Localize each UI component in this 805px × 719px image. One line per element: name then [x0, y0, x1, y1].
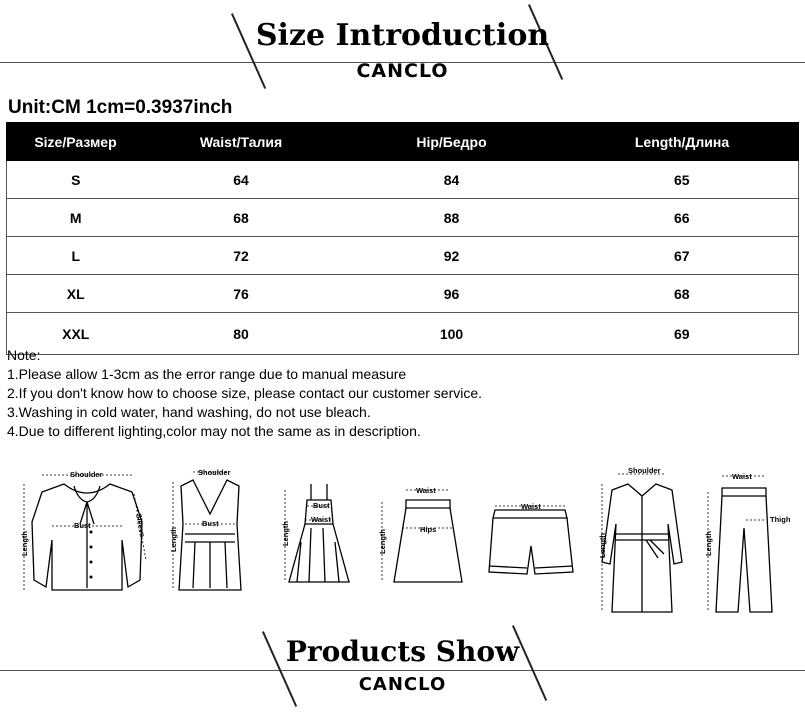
- dress-length-label: Length: [281, 521, 290, 546]
- blouse-sleeve-label: Sleeve: [134, 512, 148, 538]
- waist-cell: 76: [145, 275, 338, 313]
- products-show-title: Products Show: [285, 635, 520, 668]
- table-row: [7, 237, 799, 275]
- pants-waist-label: Waist: [732, 472, 752, 481]
- column-header-length: Length/Длина: [566, 123, 799, 161]
- coat-shoulder-label: Shoulder: [628, 466, 661, 475]
- size-cell: L: [7, 237, 145, 275]
- note-item: 2.If you don't know how to choose size, please contact our customer service.: [7, 385, 483, 401]
- blouse-length-label: Length: [20, 531, 29, 556]
- blouse-shoulder-label: Shoulder: [70, 470, 103, 479]
- hip-cell: 100: [338, 313, 566, 355]
- size-cell: M: [7, 199, 145, 237]
- hip-cell: 88: [338, 199, 566, 237]
- pants-length-label: Length: [704, 531, 713, 556]
- note-item: 1.Please allow 1-3cm as the error range due to manual measure: [7, 366, 407, 382]
- skirt-waist-label: Waist: [416, 486, 436, 495]
- column-header-waist: Waist/Талия: [145, 123, 338, 161]
- column-header-hip: Hip/Бедро: [338, 123, 566, 161]
- vest-diagram: [165, 462, 255, 607]
- products-show-banner: [0, 630, 805, 710]
- length-cell: 68: [566, 275, 799, 313]
- shorts-waist-label: Waist: [521, 502, 541, 511]
- footer-brand-logo: CANCLO: [358, 674, 447, 695]
- coat-length-label: Length: [598, 533, 607, 558]
- banner-rule: [0, 670, 805, 671]
- length-cell: 69: [566, 313, 799, 355]
- length-cell: 67: [566, 237, 799, 275]
- pants-diagram: [700, 462, 800, 622]
- notes-heading: Note:: [7, 347, 41, 363]
- size-introduction-banner: [0, 0, 805, 80]
- column-header-size: Size/Размер: [7, 123, 145, 161]
- waist-cell: 80: [145, 313, 338, 355]
- size-table: [6, 122, 799, 355]
- skirt-length-label: Length: [378, 529, 387, 554]
- table-row: [7, 161, 799, 199]
- dress-waist-label: Waist: [311, 515, 331, 524]
- hip-cell: 84: [338, 161, 566, 199]
- brand-logo: CANCLO: [356, 60, 449, 82]
- page-title: Size Introduction: [255, 18, 550, 53]
- coat-diagram: [592, 462, 692, 622]
- waist-cell: 64: [145, 161, 338, 199]
- hip-cell: 96: [338, 275, 566, 313]
- blouse-bust-label: Bust: [74, 521, 91, 530]
- skirt-diagram: [372, 462, 467, 607]
- table-header-row: [7, 123, 799, 161]
- note-item: 3.Washing in cold water, hand washing, do not use bleach.: [7, 404, 371, 420]
- dress-bust-label: Bust: [313, 501, 330, 510]
- size-cell: S: [7, 161, 145, 199]
- vest-length-label: Length: [169, 527, 178, 552]
- size-cell: XXL: [7, 313, 145, 355]
- length-cell: 65: [566, 161, 799, 199]
- pants-thigh-label: Thigh: [770, 515, 791, 524]
- table-row: [7, 275, 799, 313]
- hip-cell: 92: [338, 237, 566, 275]
- unit-caption: Unit:CM 1cm=0.3937inch: [8, 97, 233, 118]
- waist-cell: 72: [145, 237, 338, 275]
- vest-shoulder-label: Shoulder: [198, 468, 231, 477]
- blouse-diagram: [12, 462, 162, 607]
- notes-block: [7, 346, 482, 441]
- table-row: [7, 199, 799, 237]
- vest-bust-label: Bust: [202, 519, 219, 528]
- note-item: 4.Due to different lighting,color may not the same as in description.: [7, 423, 421, 439]
- skirt-hips-label: Hips: [420, 525, 437, 534]
- length-cell: 66: [566, 199, 799, 237]
- waist-cell: 68: [145, 199, 338, 237]
- dress-diagram: [275, 462, 360, 607]
- size-cell: XL: [7, 275, 145, 313]
- shorts-diagram: [475, 462, 585, 607]
